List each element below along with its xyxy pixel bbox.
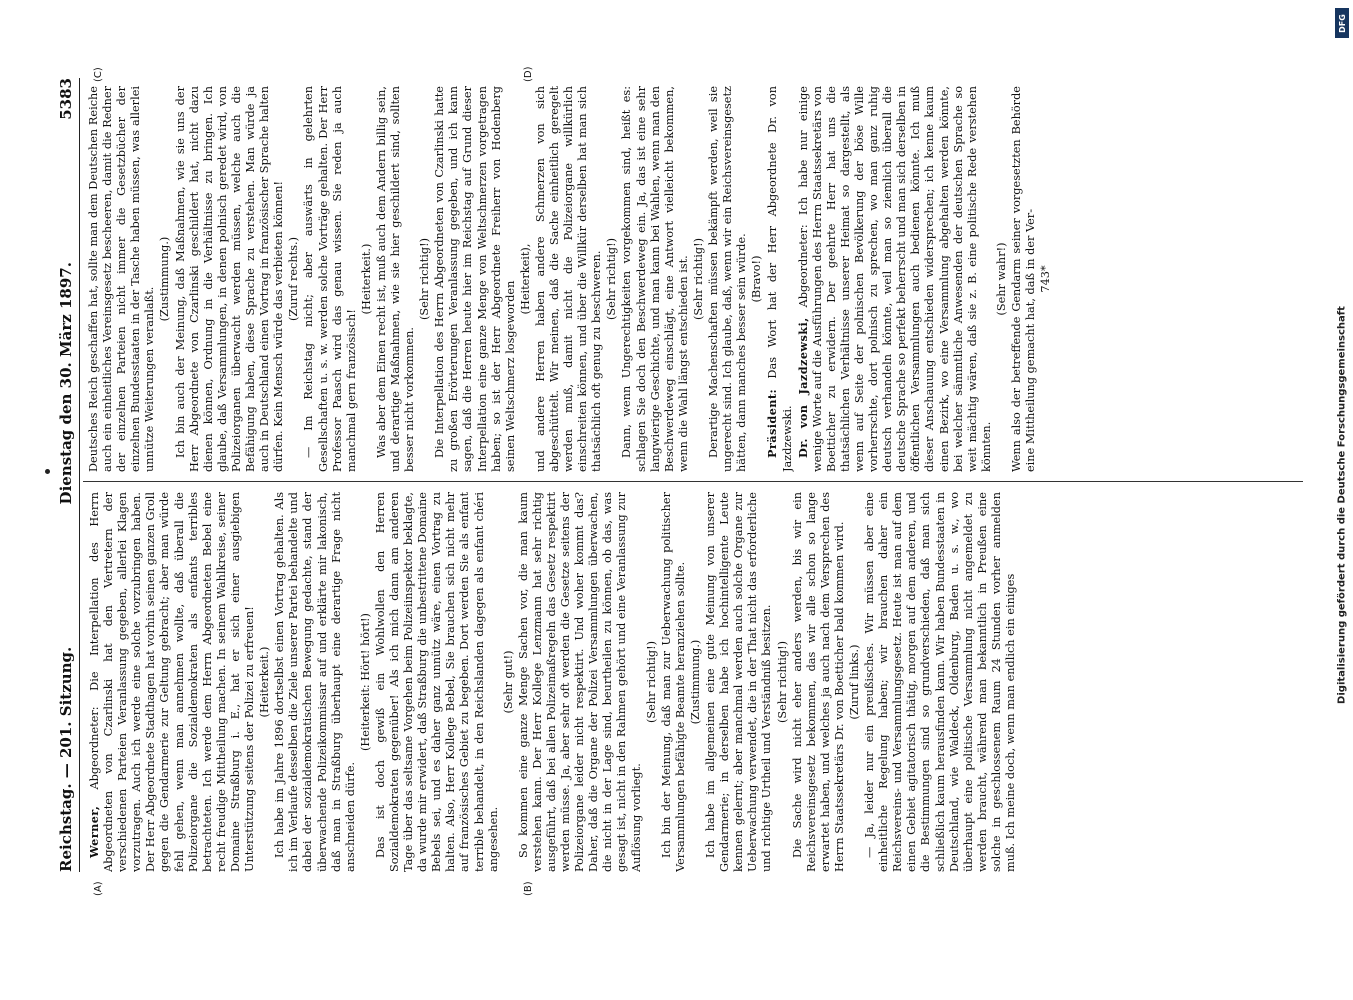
page-number: 5383 bbox=[56, 78, 75, 120]
ink-dot bbox=[45, 469, 50, 474]
paragraph bbox=[516, 492, 643, 872]
interjection: (Sehr richtig!) bbox=[417, 237, 431, 321]
header-left: Reichstag. — 201. Sitzung. bbox=[56, 646, 75, 872]
paragraph-text: So kommen eine ganze Menge Sachen vor, die man kaum verstehen kann. Der Herr Kollege Lenzmann hat sehr richtig ausgeführt, daß bei allen Polizeimaßregeln das Gesetz respektirt werden müsse. Ja, aber sehr oft werden die Gesetze seitens der Polizeiorgane leider nicht respektirt. Und woher kommt das? Daher, daß die Organe der Polizei Versammlungen überwachen, die nicht in der Lage sind, beurtheilen zu können, ob das, was gesagt ist, nicht in den Rahmen gehört und eine Veranlassung zur Auflösung vorliegt. bbox=[516, 492, 643, 872]
interjection: (Zustimmung.) bbox=[157, 236, 171, 322]
interjection: (Heiterkeit), bbox=[518, 243, 532, 315]
paragraph bbox=[620, 86, 690, 472]
paragraph-text: Ich bin der Meinung, daß man zur Ueberwachung politischer Versammlungen befähigte Beamte heranziehen sollte. bbox=[659, 492, 687, 872]
paragraph bbox=[765, 86, 794, 472]
interjection: (Sehr richtig!) bbox=[691, 237, 705, 321]
paragraph-text: Deutsches Reich geschaffen hat, sollte man dem Deutschen Reiche auch ein einheitliches Vereinsgesetz bescheeren, damit die Redner der einzelnen Parteien nicht immer die Gesetzbücher der einzelnen Bundesstaaten in der Tasche haben müssen, was allerlei unnütze Weiterungen veranlaßt. bbox=[86, 86, 156, 472]
rotated-page bbox=[43, 58, 1311, 942]
left-column bbox=[87, 492, 1303, 872]
paragraph-text: Derartige Machenschaften müssen bekämpft werden, weil sie ungerecht sind. Ich glaube, daß, wenn wir ein Reichsvereinsgesetz hätten, dann manches besser sein würde. bbox=[706, 86, 748, 472]
margin-mark-b: (B) bbox=[522, 881, 534, 896]
margin-mark-c: (C) bbox=[92, 67, 104, 82]
margin-mark-a: (A) bbox=[92, 881, 104, 896]
paragraph-text: Wenn also der betreffende Gendarm seiner vorgesetzten Behörde eine Mittheilung gemacht hat, daß in der Ver- bbox=[1009, 86, 1037, 472]
speaker-name: Präsident: bbox=[764, 378, 779, 458]
dfg-logo: DFG bbox=[1335, 8, 1349, 38]
interjection: (Bravo!) bbox=[749, 255, 763, 303]
paragraph-text: Ich bin auch der Meinung, daß Maßnahmen, wie sie uns der Herr Abgeordnete von Czarlinski geschildert hat, nicht dazu dienen können, Ordnung in die Verhältnisse zu bringen. Ich glaube, daß Versammlungen, in denen polnisch geredet wird, von Polizeiorganen überwacht werden müssen, welche auch die Befähigung haben, diese Sprache zu verstehen. Man würde ja auch in Deutschland einen Vortrag in französischer Sprache halten dürfen. Kein Mensch würde das verbieten können! bbox=[173, 86, 285, 472]
paragraph-text: Dann, wenn Ungerechtigkeiten vorgekommen sind, heißt es: schlagen Sie doch den Beschwerdeweg ein. Ja, das ist eine sehr langwierige Geschichte, und man kann bei Wahlen, wenn man den Beschwerdeweg einschlägt, eine Antwort vielleicht bekommen, wenn die Wahl längst entschieden ist. bbox=[619, 86, 690, 472]
interjection: 743* bbox=[1038, 265, 1052, 293]
speaker-name: Dr. von Jazdzewski, bbox=[795, 307, 810, 458]
paragraph bbox=[659, 492, 687, 872]
paragraph-text: — Im Reichstag nicht; aber auswärts in gelehrten Gesellschaften u. s. w. werden solche Vorträge gehalten. Der Herr Professor Paasch wird das genau wissen. Sie reden ja auch manchmal gern französisch! bbox=[301, 86, 358, 472]
interjection: (Zuruf rechts.) bbox=[286, 237, 300, 322]
margin-mark-d: (D) bbox=[522, 66, 534, 82]
interjection: (Sehr wahr!) bbox=[994, 242, 1008, 316]
paragraph-text: — Ja, leider nur ein preußisches. Wir müssen aber eine einheitliche Regelung haben; wir brauchen daher ein Reichsvereins- und Versammlungsgesetz. Heute ist man auf dem einen Gebiet agitatorisch thätig, morgen auf dem anderen, und die Bestimmungen sind so grundverschieden, daß man sich schließlich kaum herausfinden kann. Wir haben Bundesstaaten in Deutschland, wie Waldeck, Oldenburg, Baden u. s. w., wo überhaupt eine politische Versammlung nicht angemeldet zu werden braucht, während man bekanntlich in Preußen eine solche in geschlossenem Raum 24 Stunden vorher anmelden muß. Ich meine doch, wenn man endlich ein einiges bbox=[862, 492, 1017, 872]
paragraph-text: Die Interpellation des Herrn Abgeordneten von Czarlinski hatte zu großen Erörterungen Veranlassung gegeben, und ich kann sagen, daß die Herren heute hier im Reichstag auf Grund dieser Interpellation eine ganze Menge von Weltschmerzen vorgetragen haben; so ist der Herr Abgeordnete Freiherr von Hodenberg seinen Weltschmerz losgeworden bbox=[432, 86, 517, 472]
interjection: (Heiterkeit.) bbox=[359, 243, 373, 315]
paragraph bbox=[707, 86, 749, 472]
paragraph-text: Was aber dem Einen recht ist, muß auch dem Andern billig sein, und derartige Maßnahmen, wie sie hier geschildert sind, sollten besser nicht vorkommen. bbox=[374, 86, 416, 472]
interjection: (Sehr richtig!) bbox=[604, 237, 618, 321]
page-header bbox=[53, 78, 80, 872]
interjection: (Zustimmung.) bbox=[688, 639, 702, 725]
paragraph bbox=[302, 86, 358, 472]
paragraph bbox=[87, 492, 257, 872]
interjection: (Heiterkeit: Hört! hört!) bbox=[358, 613, 372, 751]
interjection: (Zuruf links.) bbox=[847, 644, 861, 720]
paragraph bbox=[533, 86, 603, 472]
header-date: Dienstag den 30. März 1897. bbox=[56, 262, 75, 505]
interjection: (Sehr gut!) bbox=[501, 650, 515, 714]
paragraph-text: Abgeordneter: Die Interpellation des Herrn Abgeordneten von Czarlinski hat den Vertretern der verschiedenen Parteien Veranlassung gegeben, allerlei Klagen vorzutragen. Auch ich werde eine solche vorzubringen haben. Der Herr Abgeordnete Stadthagen hat vorhin seinen ganzen Groll gegen die Gendarmerie zur Geltung gebracht; aber man würde fehl gehen, wenn man annehmen wollte, daß überall die Polizeiorgane die Sozialdemokraten als enfants terribles betrachteten. Ich werde dem Herrn Abgeordneten Bebel eine recht freudige Mittheilung machen. In seinem Wahlkreise, seiner Domaine Straßburg i. E., hat er sich einer ausgiebigen Unterstützung seitens der Polizei zu erfreuen! bbox=[87, 492, 256, 872]
paragraph-text: Die Sache wird nicht eher anders werden, bis wir ein Reichsvereinsgesetz bekommen, das wir alle schon so lange erwartet haben, und welches ja auch nach dem Versprechen des Herrn Staatssekretärs Dr. von Boetticher bald kommen wird. bbox=[790, 492, 846, 872]
paragraph bbox=[373, 492, 500, 872]
paragraph bbox=[173, 86, 286, 472]
speaker-name: Werner, bbox=[86, 789, 101, 858]
paragraph bbox=[87, 86, 157, 472]
right-column bbox=[87, 86, 1303, 472]
interjection: (Sehr richtig!) bbox=[644, 640, 658, 724]
paragraph bbox=[790, 492, 846, 872]
interjection: (Sehr richtig!) bbox=[775, 640, 788, 724]
column-divider bbox=[83, 481, 1303, 482]
paragraph bbox=[704, 492, 774, 872]
paragraph bbox=[863, 492, 1018, 872]
paragraph-text: und andere Herren haben andere Schmerzen von sich abgeschüttelt. Wir meinen, daß die Sache einheitlich geregelt werden muß, damit nicht die Polizeiorgane willkürlich einschreiten können, und über die Willkür derselben hat man sich thatsächlich oft genug zu beschweren. bbox=[533, 86, 603, 472]
paragraph bbox=[795, 86, 993, 472]
paragraph bbox=[433, 86, 518, 472]
paragraph-text: Ich habe im allgemeinen eine gute Meinung von unserer Gendarmerie; in derselben habe ich hochintelligente Leute kennen gelernt; aber manchmal werden auch solche Organe zur Ueberwachung verwendet, die in der That nicht das erforderliche und richtige Urtheil und Verständniß besitzen. bbox=[703, 492, 773, 872]
paragraph-text: Das Wort hat der Herr Abgeordnete Dr. von Jazdzewski. bbox=[765, 86, 793, 472]
paragraph bbox=[374, 86, 416, 472]
digitization-credit: Digitalisierung gefördert durch die Deutsche Forschungsgemeinschaft bbox=[1336, 306, 1348, 704]
paragraph bbox=[1010, 86, 1038, 472]
paragraph-text: Ich habe im Jahre 1896 dortselbst einen Vortrag gehalten. Als ich im Verlaufe desselben die Ziele unserer Partei behandelte und dabei der sozialdemokratischen Bewegung gedachte, stand der überwachende Polizeikommissar auf und erklärte mir lakonisch, daß man in Straßburg überhaupt eine derartige Frage nicht anschneiden dürfe. bbox=[272, 492, 357, 872]
paragraph-text: Abgeordneter: Ich habe nur einige wenige Worte auf die Ausführungen des Herrn Staatssekretärs von Boetticher zu erwidern. Der geehrte Herr hat uns die thatsächlichen Verhältnisse unserer Heimat so dargestellt, als wenn auf Seite der polnischen Bevölkerung der böse Wille vorherrschte, dort polnisch zu sprechen, wo man ganz ruhig deutsch verhandeln könnte, weil man so ziemlich überall die deutsche Sprache so perfekt beherrscht und man sich derselben in öffentlichen Versammlungen auch bedienen könnte. Ich muß dieser Anschauung entschieden widersprechen; ich kenne kaum einen Bezirk, wo eine Versammlung abgehalten werden könnte, bei welcher sämmtliche Anwesenden der deutschen Sprache so weit mächtig wären, daß sie z. B. eine politische Rede verstehen könnten. bbox=[796, 86, 993, 472]
paragraph-text: Das ist doch gewiß ein Wohlwollen den Herren Sozialdemokraten gegenüber! Als ich mich dann am anderen Tage über das seltsame Vorgehen beim Polizeiinspektor beklagte, da wurde mir erwidert, daß Straßburg die unbestrittene Domaine Bebels sei, und es daher ganz unnütz wäre, einen Vortrag zu halten. Also, Herr Kollege Bebel, Sie brauchen sich nicht mehr auf französisches Gebiet zu begeben. Dort werden Sie als enfant terrible behandelt, in den Reichslanden dagegen als enfant chéri angesehen. bbox=[373, 492, 500, 872]
interjection: (Heiterkeit.) bbox=[257, 646, 271, 718]
paragraph bbox=[273, 492, 358, 872]
